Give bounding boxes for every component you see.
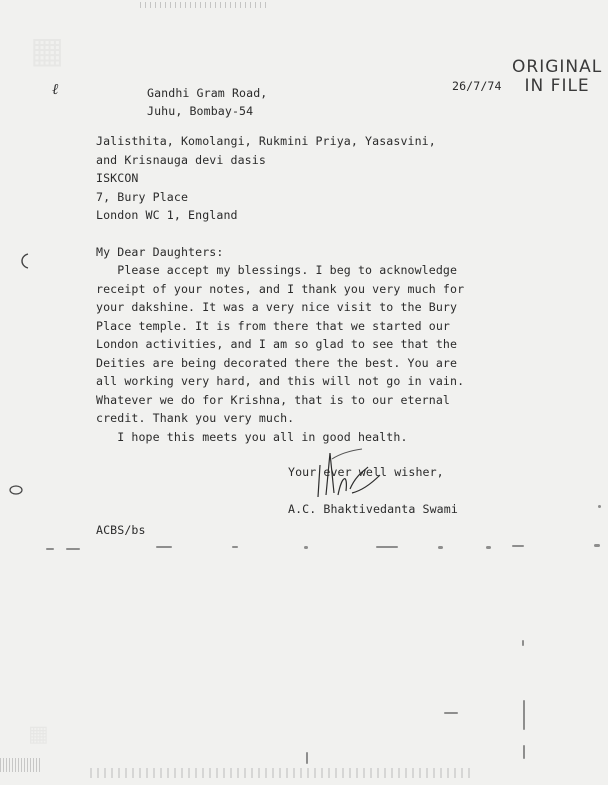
body-line: your dakshine. It was a very nice visit to the Bury: [96, 300, 458, 314]
body-line: Place temple. It is from there that we started our: [96, 319, 451, 333]
punch-hole-mark: [8, 484, 24, 496]
body-line: Whatever we do for Krishna, that is to our eternal: [96, 393, 451, 407]
body-line: Please accept my blessings. I beg to acknowledge: [96, 263, 458, 277]
scan-artifact: [523, 745, 525, 759]
body-line: credit. Thank you very much.: [96, 411, 295, 425]
handwritten-mark: ℓ: [52, 80, 59, 98]
scan-artifact: [46, 548, 54, 550]
scan-artifact: [523, 700, 525, 730]
scan-artifact: [594, 544, 600, 547]
original-in-file-stamp: [512, 58, 602, 95]
scan-noise-corner: [0, 758, 40, 772]
salutation: My Dear Daughters:: [96, 245, 224, 259]
scan-artifact: [232, 546, 238, 548]
bleed-through-mark: ▦: [28, 722, 49, 747]
closing: Your ever well wisher,: [288, 465, 444, 479]
scan-artifact: [304, 546, 308, 549]
recipient-line-2: and Krisnauga devi dasis: [96, 153, 266, 167]
sender-address-line-1: Gandhi Gram Road,: [147, 86, 268, 100]
body-line: Deities are being decorated there the best. You are: [96, 356, 458, 370]
scan-artifact: [438, 546, 443, 549]
scan-artifact: [486, 546, 491, 549]
recipient-line-1: Jalisthita, Komolangi, Rukmini Priya, Yasasvini,: [96, 134, 436, 148]
scan-artifact: [376, 546, 398, 548]
scan-noise-top: [140, 2, 270, 8]
scan-artifact: [444, 712, 458, 714]
scan-artifact: [512, 545, 524, 547]
recipient-line-4: 7, Bury Place: [96, 190, 189, 204]
sender-address-line-2: Juhu, Bombay-54: [147, 104, 254, 118]
scan-noise-bottom: [90, 768, 470, 778]
body-line: all working very hard, and this will not go in vain.: [96, 374, 465, 388]
body-line: London activities, and I am so glad to see that the: [96, 337, 458, 351]
letter-date: 26/7/74: [452, 79, 502, 93]
stamp-line-2: IN FILE: [524, 76, 590, 96]
scan-artifact: [306, 752, 308, 764]
signature-name: A.C. Bhaktivedanta Swami: [288, 502, 458, 516]
scan-artifact: [598, 505, 601, 508]
handwritten-signature: [308, 445, 388, 505]
reference-initials: ACBS/bs: [96, 523, 146, 537]
body-line: I hope this meets you all in good health.: [96, 430, 408, 444]
body-line: receipt of your notes, and I thank you very much for: [96, 282, 465, 296]
bleed-through-mark: ▦: [30, 30, 65, 71]
scan-artifact: [156, 546, 172, 548]
scan-artifact: [66, 548, 80, 550]
recipient-line-5: London WC 1, England: [96, 208, 238, 222]
stamp-line-1: ORIGINAL: [512, 57, 603, 77]
scan-artifact: [522, 640, 524, 646]
recipient-line-3: ISKCON: [96, 171, 139, 185]
punch-hole-mark: [18, 252, 32, 270]
